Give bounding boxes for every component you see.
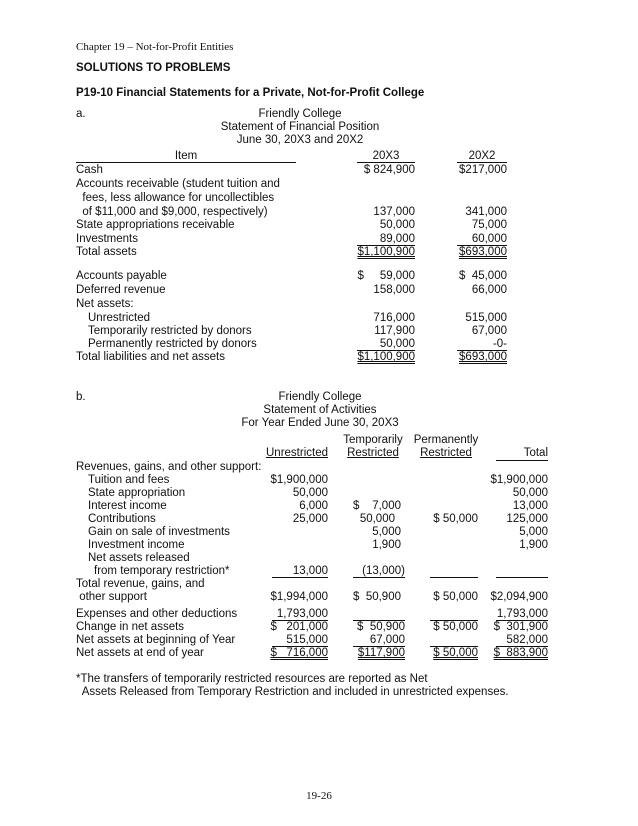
- row-label: Contributions: [88, 513, 156, 525]
- value-temporarily-restricted: 5,000: [372, 526, 401, 538]
- value-20x2: $217,000: [459, 164, 507, 176]
- value-unrestricted: 13,000: [292, 565, 328, 577]
- chapter-header: Chapter 19 – Not-for-Profit Entities: [76, 41, 234, 53]
- value-20x2: $693,000: [459, 351, 507, 363]
- part-a-label: a.: [76, 108, 86, 120]
- col-20x3-header: 20X3: [372, 150, 400, 162]
- row-label: Interest income: [88, 500, 167, 512]
- part-a-title-line-2: Statement of Financial Position: [220, 121, 380, 133]
- part-a-title-line-3: June 30, 20X3 and 20X2: [236, 134, 364, 146]
- row-label: Total revenue, gains, and: [76, 578, 205, 590]
- row-label: Accounts receivable (student tuition and: [76, 178, 280, 190]
- row-label: Tuition and fees: [88, 474, 170, 486]
- row-label: Accounts payable: [76, 270, 167, 282]
- part-b-title-line-2: Statement of Activities: [263, 404, 377, 416]
- row-label: Deferred revenue: [76, 284, 166, 296]
- row-label: Net assets at end of year: [76, 647, 204, 659]
- value-temporarily-restricted: (13,000): [362, 565, 405, 577]
- subtotal-rule: [272, 577, 328, 578]
- row-label: Expenses and other deductions: [76, 608, 238, 620]
- value-permanently-restricted: $ 50,000: [433, 647, 478, 659]
- value-20x2: $693,000: [459, 246, 507, 258]
- row-label: State appropriations receivable: [76, 219, 235, 231]
- value-20x2: 60,000: [471, 233, 507, 245]
- col-perm-header-bottom: Restricted: [420, 447, 472, 459]
- value-total: 5,000: [519, 526, 548, 538]
- value-20x3: 117,900: [374, 325, 415, 337]
- part-a-title-line-1: Friendly College: [258, 108, 342, 120]
- col-perm-header-top: Permanently: [413, 434, 479, 446]
- row-label: Cash: [76, 164, 103, 176]
- row-label: State appropriation: [88, 487, 186, 499]
- value-unrestricted: 515,000: [286, 634, 328, 646]
- value-total: 1,793,000: [496, 608, 548, 620]
- value-unrestricted: 25,000: [292, 513, 328, 525]
- row-label: Revenues, gains, and other support:: [76, 461, 262, 473]
- row-label: Temporarily restricted by donors: [88, 325, 252, 337]
- value-20x3: $ 824,900: [363, 164, 415, 176]
- row-label: Gain on sale of investments: [88, 526, 230, 538]
- value-unrestricted: $ 716,000: [270, 647, 328, 659]
- col-temp-header-top: Temporarily: [343, 434, 403, 446]
- value-20x2: 341,000: [465, 206, 507, 218]
- value-20x3: 158,000: [373, 284, 415, 296]
- value-unrestricted: $ 201,000: [270, 621, 328, 633]
- value-20x3: 716,000: [373, 312, 415, 324]
- value-20x3: $1,100,900: [357, 351, 415, 363]
- value-temporarily-restricted: $117,900: [357, 647, 405, 659]
- value-temporarily-restricted: $ 7,000: [353, 500, 401, 512]
- row-label: Net assets:: [76, 298, 134, 310]
- col-temp-header-bottom: Restricted: [347, 447, 399, 459]
- value-total: 50,000: [512, 487, 548, 499]
- value-total: 1,900: [519, 539, 548, 551]
- row-label: of $11,000 and $9,000, respectively): [76, 206, 268, 218]
- col-unrestricted-header: Unrestricted: [266, 447, 328, 459]
- value-total: 582,000: [506, 634, 548, 646]
- value-20x2: -0-: [492, 338, 507, 350]
- part-b-label: b.: [76, 391, 86, 403]
- value-total: 125,000: [506, 513, 548, 525]
- value-total: $2,094,900: [490, 591, 548, 603]
- value-unrestricted: 50,000: [292, 487, 328, 499]
- row-label: Investment income: [88, 539, 185, 551]
- value-permanently-restricted: $ 50,000: [433, 591, 478, 603]
- value-20x2: 75,000: [471, 219, 507, 231]
- col-item-header: Item: [174, 150, 198, 162]
- value-20x2: 66,000: [471, 284, 507, 296]
- value-20x3: 89,000: [379, 233, 415, 245]
- row-label: Investments: [76, 233, 138, 245]
- value-20x3: 50,000: [379, 338, 415, 350]
- value-temporarily-restricted: 67,000: [369, 634, 405, 646]
- value-20x3: $1,100,900: [357, 246, 415, 258]
- value-total: $ 301,900: [493, 621, 548, 633]
- value-unrestricted: 6,000: [299, 500, 328, 512]
- value-total: 13,000: [512, 500, 548, 512]
- footnote-line-1: *The transfers of temporarily restricted resources are reported as Net: [76, 673, 428, 685]
- row-label: Permanently restricted by donors: [88, 338, 257, 350]
- value-unrestricted: $1,994,000: [270, 591, 328, 603]
- value-20x3: 137,000: [373, 206, 415, 218]
- value-unrestricted: $1,900,000: [270, 474, 328, 486]
- row-label: fees, less allowance for uncollectibles: [76, 192, 275, 204]
- value-permanently-restricted: $ 50,000: [433, 513, 478, 525]
- problem-title: P19-10 Financial Statements for a Private, Not-for-Profit College: [76, 87, 425, 99]
- subtotal-rule: [430, 577, 478, 578]
- value-total: $1,900,000: [490, 474, 548, 486]
- row-label: other support: [76, 591, 147, 603]
- row-label: Net assets at beginning of Year: [76, 634, 236, 646]
- value-20x2: 515,000: [465, 312, 507, 324]
- footnote-line-2: Assets Released from Temporary Restriction and included in unrestricted expenses.: [76, 686, 509, 698]
- value-20x3: 50,000: [379, 219, 415, 231]
- col-total-header: Total: [523, 447, 548, 459]
- value-20x2: 67,000: [471, 325, 507, 337]
- total-header-rule: [496, 460, 548, 461]
- value-temporarily-restricted: 50,000: [359, 513, 395, 525]
- value-permanently-restricted: $ 50,000: [433, 621, 478, 633]
- value-unrestricted: 1,793,000: [276, 608, 328, 620]
- part-b-title-line-1: Friendly College: [278, 391, 362, 403]
- part-b-title-line-3: For Year Ended June 30, 20X3: [241, 417, 399, 429]
- value-20x2: $ 45,000: [459, 270, 507, 282]
- value-20x3: $ 59,000: [357, 270, 415, 282]
- value-temporarily-restricted: 1,900: [372, 539, 401, 551]
- row-label: from temporary restriction*: [94, 565, 230, 577]
- col-20x2-header: 20X2: [468, 150, 496, 162]
- row-label: Change in net assets: [76, 621, 185, 633]
- value-total: $ 883,900: [493, 647, 548, 659]
- page-number: 19-26: [306, 790, 332, 802]
- row-label: Total liabilities and net assets: [76, 351, 225, 363]
- row-label: Total assets: [76, 246, 137, 258]
- value-temporarily-restricted: $ 50,900: [353, 591, 401, 603]
- value-temporarily-restricted: $ 50,900: [357, 621, 405, 633]
- row-label: Unrestricted: [88, 312, 150, 324]
- subtotal-rule: [353, 577, 405, 578]
- row-label: Net assets released: [88, 552, 190, 564]
- subtotal-rule: [496, 577, 548, 578]
- section-heading: SOLUTIONS TO PROBLEMS: [76, 62, 231, 74]
